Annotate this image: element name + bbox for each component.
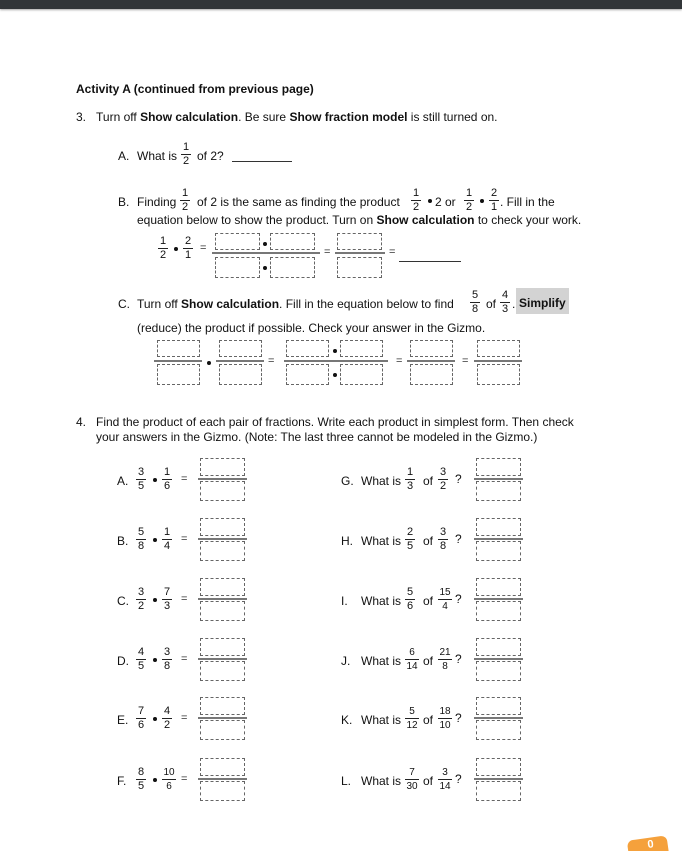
q3c-text: Turn off Show calculation. Fill in the equation below to find — [137, 297, 454, 311]
q4-line-2: your answers in the Gizmo. (Note: The last three cannot be modeled in the Gizmo.) — [96, 430, 538, 444]
q4f-numerator-box[interactable] — [200, 758, 245, 776]
q3c-box-simplified-num[interactable] — [477, 340, 520, 357]
q3b-numerator-box-1[interactable] — [215, 233, 260, 250]
q4j-label: J. — [341, 654, 351, 668]
fraction: 10 6 — [163, 767, 175, 792]
equals-sign: = — [181, 593, 188, 605]
fraction: 5 8 — [137, 526, 145, 552]
q4d-denominator-box[interactable] — [200, 661, 245, 681]
fraction: 6 14 — [406, 647, 418, 672]
section-heading: Activity A (continued from previous page) — [76, 82, 314, 96]
q4h-denominator-box[interactable] — [476, 541, 521, 561]
multiply-dot-icon — [428, 199, 432, 203]
fraction: 5 6 — [406, 586, 414, 612]
fraction: 3 14 — [439, 767, 451, 792]
q4c-numerator-box[interactable] — [200, 578, 245, 596]
multiply-dot-icon — [263, 242, 267, 246]
q4l-question-mark: ? — [455, 772, 462, 786]
q4i-question-mark: ? — [455, 592, 462, 606]
q4e-numerator-box[interactable] — [200, 697, 245, 715]
q4j-numerator-box[interactable] — [476, 638, 521, 656]
q4-number: 4. — [76, 415, 87, 429]
multiply-dot-icon — [153, 717, 157, 721]
fraction: 21 8 — [439, 647, 451, 672]
q4d-numerator-box[interactable] — [200, 638, 245, 656]
q3a-label: A. — [118, 149, 130, 163]
multiply-dot-icon — [333, 349, 337, 353]
multiply-dot-icon — [153, 478, 157, 482]
multiply-dot-icon — [153, 658, 157, 662]
q3c-of: of — [486, 297, 497, 311]
fraction: 3 5 — [137, 466, 145, 492]
fraction-bar — [198, 538, 247, 540]
multiply-dot-icon — [153, 538, 157, 542]
q4g-label: G. — [341, 474, 354, 488]
q4l-text: What is — [361, 774, 402, 788]
q4a-denominator-box[interactable] — [200, 481, 245, 501]
equals-sign: = — [181, 473, 188, 485]
q3c-box-result-den[interactable] — [410, 364, 453, 385]
q4l-numerator-box[interactable] — [476, 758, 521, 776]
fraction-bar — [474, 478, 523, 480]
fraction: 4 5 — [137, 646, 145, 672]
q3b-denominator-box-2[interactable] — [270, 257, 315, 278]
q3-text: is still turned on. — [407, 110, 498, 124]
multiply-dot-icon — [480, 199, 484, 203]
q4l-label: L. — [341, 774, 352, 788]
fraction-bar — [198, 478, 247, 480]
q4c-label: C. — [117, 594, 129, 608]
multiply-dot-icon — [263, 266, 267, 270]
fraction: 1 3 — [406, 466, 414, 492]
fraction-bar — [154, 360, 202, 362]
q4e-denominator-box[interactable] — [200, 720, 245, 740]
fraction: 3 8 — [439, 526, 447, 552]
fraction: 4 2 — [163, 705, 171, 731]
q4j-denominator-box[interactable] — [476, 661, 521, 681]
equals-sign: = — [200, 242, 207, 254]
q3b-product-numerator-box[interactable] — [337, 233, 382, 250]
fraction: 1 4 — [163, 526, 171, 552]
multiply-dot-icon — [174, 247, 178, 251]
q3c-period: . — [512, 297, 516, 311]
q4b-numerator-box[interactable] — [200, 518, 245, 536]
fraction: 8 5 — [137, 766, 145, 792]
pdf-viewer-toolbar — [0, 0, 682, 9]
q4h-label: H. — [341, 534, 353, 548]
q4d-label: D. — [117, 654, 129, 668]
q3b-eq-fraction-1: 1 2 — [159, 235, 167, 261]
q3-text: . Be sure — [238, 110, 290, 124]
q4i-denominator-box[interactable] — [476, 601, 521, 621]
q3b-text-3: 2 or — [435, 195, 456, 209]
q3c-fraction-1: 5 8 — [471, 289, 479, 315]
q4-line-1: Find the product of each pair of fractions. Write each product in simplest form. Then check — [96, 415, 574, 429]
q3b-eq-fraction-2: 2 1 — [184, 235, 192, 261]
q3b-line-2: equation below to show the product. Turn on Show calculation to check your work. — [137, 213, 582, 227]
equals-sign: = — [181, 653, 188, 665]
q3b-fraction-2: 1 2 — [412, 187, 420, 213]
multiply-dot-icon — [153, 598, 157, 602]
equals-sign: = — [389, 246, 396, 258]
q3b-text-2: of 2 is the same as finding the product — [197, 195, 400, 209]
fraction: 5 12 — [406, 706, 418, 731]
q3c-fraction-2: 4 3 — [501, 289, 509, 315]
q4f-denominator-box[interactable] — [200, 781, 245, 801]
q4k-denominator-box[interactable] — [476, 720, 521, 740]
fraction: 1 6 — [163, 466, 171, 492]
q4a-label: A. — [117, 474, 129, 488]
q3c-label: C. — [118, 297, 130, 311]
q4h-text: What is — [361, 534, 402, 548]
fraction-bar — [216, 360, 264, 362]
q3-bold-show-calculation: Show calculation — [140, 110, 239, 124]
q4h-of: of — [423, 534, 434, 548]
multiply-dot-icon — [333, 373, 337, 377]
q4j-text: What is — [361, 654, 402, 668]
multiply-dot-icon — [207, 361, 211, 365]
q3a-text-2: of 2? — [197, 149, 224, 163]
q4g-of: of — [423, 474, 434, 488]
q3c-box-f2-den[interactable] — [219, 364, 262, 385]
q4i-text: What is — [361, 594, 402, 608]
q3-bold-show-fraction-model: Show fraction model — [289, 110, 408, 124]
q4k-question-mark: ? — [455, 711, 462, 725]
q4k-text: What is — [361, 713, 402, 727]
q3c-box-prod-num-1[interactable] — [286, 340, 329, 357]
q4i-of: of — [423, 594, 434, 608]
q3a-text: What is — [137, 149, 178, 163]
q3c-box-f1-den[interactable] — [157, 364, 200, 385]
simplify-highlight: Simplify — [516, 288, 569, 314]
fraction: 3 8 — [163, 646, 171, 672]
q3b-label: B. — [118, 195, 130, 209]
fraction: 15 4 — [439, 587, 451, 612]
fraction-bar — [474, 360, 522, 362]
q3-number: 3. — [76, 110, 87, 124]
q3a-fraction: 1 2 — [182, 141, 190, 167]
q4g-question-mark: ? — [455, 472, 462, 486]
fraction-bar — [335, 252, 385, 254]
q4g-denominator-box[interactable] — [476, 481, 521, 501]
q4g-numerator-box[interactable] — [476, 458, 521, 476]
equals-sign: = — [181, 533, 188, 545]
q4j-of: of — [423, 654, 434, 668]
fraction: 3 2 — [439, 466, 447, 492]
fraction: 7 3 — [163, 586, 171, 612]
q3b-product-denominator-box[interactable] — [337, 257, 382, 278]
fraction: 3 2 — [137, 586, 145, 612]
q3b-fraction-4: 2 1 — [490, 187, 498, 213]
q3b-fraction-3: 1 2 — [465, 187, 473, 213]
fraction-bar — [474, 658, 523, 660]
q4k-of: of — [423, 713, 434, 727]
q4c-denominator-box[interactable] — [200, 601, 245, 621]
fraction-bar — [284, 360, 388, 362]
q3c-box-f1-num[interactable] — [157, 340, 200, 357]
q4i-numerator-box[interactable] — [476, 578, 521, 596]
q3c-line-2: (reduce) the product if possible. Check your answer in the Gizmo. — [137, 321, 486, 335]
fraction-bar — [198, 598, 247, 600]
equals-sign: = — [396, 355, 403, 367]
q4g-text: What is — [361, 474, 402, 488]
fraction: 7 30 — [406, 767, 418, 792]
q4l-of: of — [423, 774, 434, 788]
q4h-question-mark: ? — [455, 532, 462, 546]
fraction-bar — [474, 538, 523, 540]
q3c-box-result-num[interactable] — [410, 340, 453, 357]
fraction: 2 5 — [406, 526, 414, 552]
q4j-question-mark: ? — [455, 652, 462, 666]
q3c-box-prod-num-2[interactable] — [340, 340, 383, 357]
q4h-numerator-box[interactable] — [476, 518, 521, 536]
fraction-bar — [407, 360, 455, 362]
badge-count: 0 — [646, 838, 655, 851]
fraction-bar — [474, 598, 523, 600]
fraction-bar — [474, 778, 523, 780]
q3c-box-prod-den-1[interactable] — [286, 364, 329, 385]
q3-instruction — [76, 110, 498, 124]
equals-sign: = — [181, 712, 188, 724]
q3b-numerator-box-2[interactable] — [270, 233, 315, 250]
q3c-box-f2-num[interactable] — [219, 340, 262, 357]
fraction-bar — [474, 717, 523, 719]
q4f-label: F. — [117, 774, 127, 788]
q4a-numerator-box[interactable] — [200, 458, 245, 476]
q3c-box-simplified-den[interactable] — [477, 364, 520, 385]
fraction-bar — [212, 252, 320, 254]
equals-sign: = — [181, 773, 188, 785]
q4b-label: B. — [117, 534, 129, 548]
fraction-bar — [198, 778, 247, 780]
q4e-label: E. — [117, 713, 129, 727]
multiply-dot-icon — [153, 778, 157, 782]
q3b-answer-line[interactable] — [399, 261, 461, 262]
q3c-box-prod-den-2[interactable] — [340, 364, 383, 385]
q4k-label: K. — [341, 713, 353, 727]
q3b-fraction-1: 1 2 — [181, 187, 189, 213]
equals-sign: = — [268, 355, 275, 367]
q3b-text-4: . Fill in the — [500, 195, 555, 209]
q3b-denominator-box-1[interactable] — [215, 257, 260, 278]
q4k-numerator-box[interactable] — [476, 697, 521, 715]
q4b-denominator-box[interactable] — [200, 541, 245, 561]
notification-badge[interactable] — [627, 835, 669, 851]
q3a-answer-line[interactable] — [232, 161, 292, 162]
fraction: 7 6 — [137, 705, 145, 731]
fraction-bar — [198, 658, 247, 660]
equals-sign: = — [324, 246, 331, 258]
q3b-text: Finding — [137, 195, 177, 209]
q4i-label: I. — [341, 594, 348, 608]
equals-sign: = — [462, 355, 469, 367]
fraction: 18 10 — [439, 706, 451, 731]
fraction-bar — [198, 717, 247, 719]
q4l-denominator-box[interactable] — [476, 781, 521, 801]
q3-text: Turn off — [96, 110, 141, 124]
